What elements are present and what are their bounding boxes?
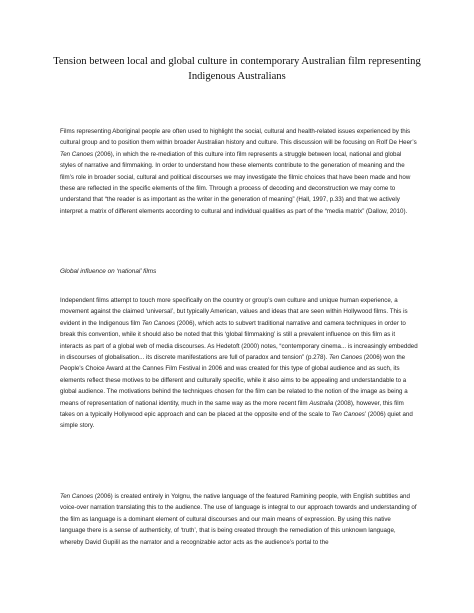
text-run: Independent films attempt to touch more specifically on the country or group’s own culture and unique human experience, a movement against the claimed ‘universal’, but typically American, values and ideas that are seen within Hollywood films. This is evident in the Indigenous film [60, 297, 408, 327]
italic-title-run: Ten Canoes [328, 354, 363, 362]
text-run: (2006) is created entirely in Yolgnu, the native language of the featured Ramining people, with English subtitles and voice-over narration translating this to the audience. The use of language is integral to our approach towards and understanding of the film as language is a dominant element of cultural discourses and our main means of expression. By using this native language there is a sense of authenticity, of ‘truth’, that is being created through the remediation of this unknown language, whereby David Gupilil as the narrator and a recognizable actor acts as the audience’s portal to the [60, 493, 417, 546]
text-run: (2006), in which the re-mediation of this culture into film represents a struggle between local, national and global styles of narrative and filmmaking. In order to understand how these elements contribute to the generation of meaning and the film’s role in broader social, cultural and political discourses we may investigate the filmic choices that have been made and how these are reflected in the specific elements of the film. Through a process of decoding and deconstruction we may come to understand that “the reader is as important as the writer in the generation of meaning” (Hall, 1997, p.33) and that we actively interpret a matrix of different elements according to cultural and individual qualities as part of the “media matrix” (Dallow, 2010). [60, 150, 411, 215]
paragraph-global-influence [60, 295, 418, 432]
paragraph-language [60, 491, 418, 548]
italic-title-run: Ten Canoes [60, 493, 94, 500]
italic-title-run: Australia [309, 399, 334, 407]
paragraph-intro [60, 126, 418, 217]
section-heading: Global influence on ‘national’ films [60, 268, 157, 275]
text-run: (2006), which acts to subvert traditional narrative and camera techniques in order to break this convention, while it should also be noted that this ‘global filmmaking’ is still a prevalent influence on this film as it interacts as part of a global web of media discourses. As Hedetoft (2000) notes, “contemporary cinema... is increasingly embedded in discourses of globalisation... its discrete manifestations are full of paradox and tension” (p.278). [60, 319, 418, 362]
text-run: (2006) won the People’s Choice Award at the Cannes Film Festival in 2006 and was created for this type of global audience and as such, its elements reflect these motives to be different and culturally specific, while it also aims to be appealing and understandable to a global audience. The motivations behind the techniques chosen for the film can be related to the notion of the image as being a means of representation of national identity, much in the same way as the more recent film [60, 354, 408, 407]
italic-title-run: Ten Canoes [331, 411, 365, 419]
italic-title-run: Ten Canoes [141, 319, 176, 327]
text-run: (2008), however, this film takes on a typically Hollywood epic approach and can be placed at the opposite end of the scale to [60, 399, 404, 419]
text-run: Films representing Aboriginal people are often used to highlight the social, cultural and health-related issues experienced by this cultural group and to position them within broader Australian history and culture. This discussion will be focusing on Rolf De Heer’s [60, 128, 417, 147]
italic-title-run: Ten Canoes [60, 150, 94, 158]
document-title: Tension between local and global culture in contemporary Australian film representing Indigenous Australians [53, 56, 421, 82]
text-run: ’ (2006) quiet and simple story. [60, 411, 413, 430]
